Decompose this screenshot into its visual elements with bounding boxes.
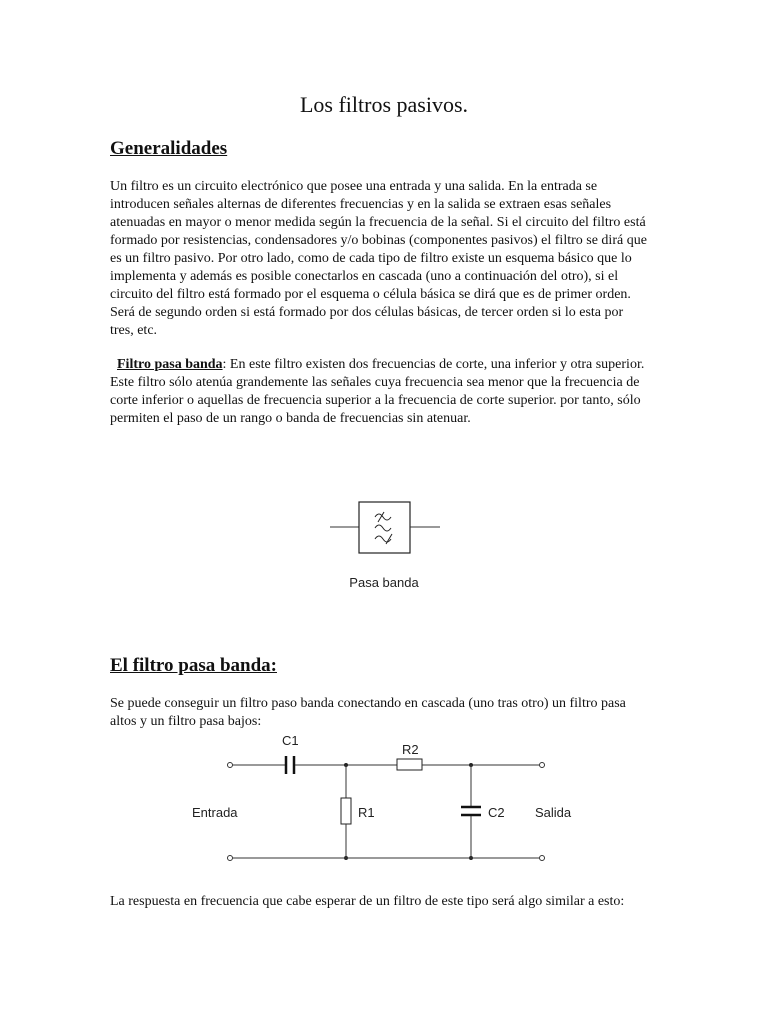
output-terminal-bottom bbox=[540, 856, 545, 861]
output-terminal-top bbox=[540, 763, 545, 768]
symbol-box bbox=[359, 502, 410, 553]
symbol-caption: Pasa banda bbox=[349, 575, 419, 590]
paragraph-generalidades: Un filtro es un circuito electrónico que posee una entrada y una salida. En la entrada se introducen señales alternas de diferentes frecuencias y en la salida se extraen esas señales atenuadas en mayor o menor medida según la frecuencia de la señal. Si el circuito del filtro está formado por resistencias, condensadores y/o bobinas (componentes pasivos) el filtro se dirá que es un filtro pasivo. Por otro lado, como de cada tipo de filtro existe un esquema básico que lo implementa y además es posible conectarlos en cascada (uno a continuación del otro), si el circuito del filtro está formado por el esquema o célula básica se dirá que es de primer orden. Será de segundo orden si está formado por dos células básicas, de tercer orden si lo esta por tres, etc. bbox=[110, 179, 647, 338]
paragraph-frequency-response: La respuesta en frecuencia que cabe esperar de un filtro de este tipo será algo similar a esto: bbox=[110, 894, 625, 909]
input-label: Entrada bbox=[192, 805, 238, 820]
page-title: Los filtros pasivos. bbox=[299, 92, 469, 117]
input-terminal-bottom bbox=[228, 856, 233, 861]
r2-resistor bbox=[397, 759, 422, 770]
bandpass-symbol-diagram bbox=[320, 495, 450, 595]
paragraph-filtro-pasa-banda bbox=[110, 356, 650, 428]
section-heading-filtro-pasa-banda: El filtro pasa banda: bbox=[110, 655, 277, 676]
paragraph-filtro-pasa-banda-intro: Se puede conseguir un filtro paso banda conectando en cascada (uno tras otro) un filtro pasa altos y un filtro pasa bajos: bbox=[110, 696, 626, 729]
definition-filtro-pasa-banda: : En este filtro existen dos frecuencias de corte, una inferior y otra superior. Este filtro sólo atenúa grandemente las señales cuya frecuencia sea menor que la frecuencia de corte inferior o aquellas de frecuencia superior a la frecuencia de corte superior. por tanto, sólo permiten el paso de un rango o banda de frecuencias sin atenuar. bbox=[110, 357, 645, 426]
r2-label: R2 bbox=[402, 742, 419, 757]
section-heading-generalidades: Generalidades bbox=[110, 138, 228, 159]
output-label: Salida bbox=[535, 805, 572, 820]
c1-label: C1 bbox=[282, 733, 299, 748]
c2-label: C2 bbox=[488, 805, 505, 820]
r1-label: R1 bbox=[358, 805, 375, 820]
bandpass-circuit-diagram bbox=[0, 730, 768, 870]
r1-resistor bbox=[341, 798, 351, 824]
input-terminal-top bbox=[228, 763, 233, 768]
term-filtro-pasa-banda: Filtro pasa banda bbox=[117, 357, 223, 372]
